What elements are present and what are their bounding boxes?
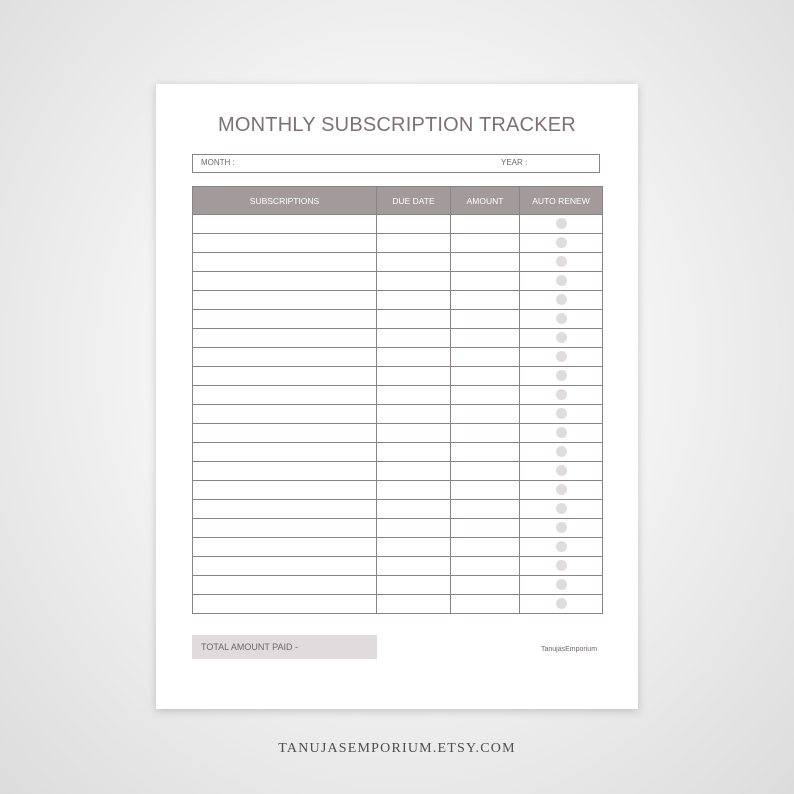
amount-cell[interactable] — [451, 519, 520, 538]
due-date-cell[interactable] — [377, 519, 451, 538]
auto-renew-checkbox[interactable] — [556, 408, 567, 419]
auto-renew-cell[interactable] — [520, 234, 603, 253]
subscription-cell[interactable] — [193, 367, 377, 386]
subscription-cell[interactable] — [193, 215, 377, 234]
amount-cell[interactable] — [451, 272, 520, 291]
due-date-cell[interactable] — [377, 576, 451, 595]
amount-cell[interactable] — [451, 557, 520, 576]
auto-renew-cell[interactable] — [520, 424, 603, 443]
auto-renew-checkbox[interactable] — [556, 503, 567, 514]
year-label: YEAR : — [501, 158, 528, 167]
auto-renew-checkbox[interactable] — [556, 598, 567, 609]
due-date-cell[interactable] — [377, 253, 451, 272]
table-row — [193, 310, 603, 329]
table-row — [193, 253, 603, 272]
subscription-cell[interactable] — [193, 386, 377, 405]
due-date-cell[interactable] — [377, 215, 451, 234]
table-row — [193, 481, 603, 500]
auto-renew-checkbox[interactable] — [556, 522, 567, 533]
table-row — [193, 367, 603, 386]
auto-renew-checkbox[interactable] — [556, 256, 567, 267]
subscription-cell[interactable] — [193, 272, 377, 291]
table-row — [193, 405, 603, 424]
due-date-cell[interactable] — [377, 500, 451, 519]
subscription-cell[interactable] — [193, 481, 377, 500]
due-date-cell[interactable] — [377, 272, 451, 291]
total-amount-label: TOTAL AMOUNT PAID - — [201, 642, 299, 652]
due-date-cell[interactable] — [377, 443, 451, 462]
subscription-cell[interactable] — [193, 576, 377, 595]
auto-renew-cell[interactable] — [520, 291, 603, 310]
auto-renew-checkbox[interactable] — [556, 332, 567, 343]
due-date-cell[interactable] — [377, 386, 451, 405]
auto-renew-checkbox[interactable] — [556, 389, 567, 400]
auto-renew-checkbox[interactable] — [556, 351, 567, 362]
subscription-cell[interactable] — [193, 405, 377, 424]
amount-cell[interactable] — [451, 462, 520, 481]
amount-cell[interactable] — [451, 367, 520, 386]
table-row — [193, 576, 603, 595]
auto-renew-cell[interactable] — [520, 576, 603, 595]
auto-renew-cell[interactable] — [520, 519, 603, 538]
due-date-cell[interactable] — [377, 329, 451, 348]
month-year-field[interactable] — [192, 154, 600, 173]
subscription-cell[interactable] — [193, 538, 377, 557]
subscription-cell[interactable] — [193, 595, 377, 614]
amount-cell[interactable] — [451, 253, 520, 272]
table-row — [193, 557, 603, 576]
table-row — [193, 291, 603, 310]
due-date-cell[interactable] — [377, 234, 451, 253]
auto-renew-cell[interactable] — [520, 310, 603, 329]
subscription-cell[interactable] — [193, 234, 377, 253]
table-row — [193, 348, 603, 367]
auto-renew-cell[interactable] — [520, 481, 603, 500]
subscription-cell[interactable] — [193, 253, 377, 272]
auto-renew-cell[interactable] — [520, 329, 603, 348]
auto-renew-checkbox[interactable] — [556, 446, 567, 457]
auto-renew-cell[interactable] — [520, 595, 603, 614]
due-date-cell[interactable] — [377, 595, 451, 614]
auto-renew-checkbox[interactable] — [556, 465, 567, 476]
auto-renew-checkbox[interactable] — [556, 579, 567, 590]
auto-renew-cell[interactable] — [520, 405, 603, 424]
auto-renew-cell[interactable] — [520, 538, 603, 557]
auto-renew-checkbox[interactable] — [556, 275, 567, 286]
amount-cell[interactable] — [451, 310, 520, 329]
amount-cell[interactable] — [451, 291, 520, 310]
table-row — [193, 462, 603, 481]
auto-renew-checkbox[interactable] — [556, 484, 567, 495]
auto-renew-cell[interactable] — [520, 462, 603, 481]
due-date-cell[interactable] — [377, 405, 451, 424]
due-date-cell[interactable] — [377, 310, 451, 329]
table-row — [193, 272, 603, 291]
amount-cell[interactable] — [451, 348, 520, 367]
amount-cell[interactable] — [451, 215, 520, 234]
subscription-cell[interactable] — [193, 291, 377, 310]
table-row — [193, 443, 603, 462]
auto-renew-checkbox[interactable] — [556, 541, 567, 552]
column-header-auto-renew: AUTO RENEW — [520, 187, 603, 215]
subscription-cell[interactable] — [193, 500, 377, 519]
due-date-cell[interactable] — [377, 348, 451, 367]
table-row — [193, 595, 603, 614]
auto-renew-checkbox[interactable] — [556, 560, 567, 571]
subscription-cell[interactable] — [193, 519, 377, 538]
auto-renew-cell[interactable] — [520, 272, 603, 291]
total-amount-box[interactable] — [192, 635, 377, 659]
table-row — [193, 234, 603, 253]
auto-renew-checkbox[interactable] — [556, 313, 567, 324]
month-label: MONTH : — [201, 158, 235, 167]
auto-renew-checkbox[interactable] — [556, 427, 567, 438]
amount-cell[interactable] — [451, 386, 520, 405]
amount-cell[interactable] — [451, 595, 520, 614]
auto-renew-cell[interactable] — [520, 500, 603, 519]
subscription-cell[interactable] — [193, 348, 377, 367]
tracker-sheet — [156, 84, 638, 709]
due-date-cell[interactable] — [377, 557, 451, 576]
table-row — [193, 386, 603, 405]
column-header-subscriptions: SUBSCRIPTIONS — [193, 187, 377, 215]
page-title: MONTHLY SUBSCRIPTION TRACKER — [218, 114, 576, 136]
subscription-cell[interactable] — [193, 424, 377, 443]
subscription-cell[interactable] — [193, 329, 377, 348]
table-row — [193, 424, 603, 443]
subscription-cell[interactable] — [193, 462, 377, 481]
table-body — [193, 215, 603, 614]
auto-renew-checkbox[interactable] — [556, 370, 567, 381]
amount-cell[interactable] — [451, 538, 520, 557]
auto-renew-checkbox[interactable] — [556, 237, 567, 248]
column-header-amount: AMOUNT — [451, 187, 520, 215]
amount-cell[interactable] — [451, 424, 520, 443]
table-row — [193, 215, 603, 234]
auto-renew-checkbox[interactable] — [556, 218, 567, 229]
due-date-cell[interactable] — [377, 462, 451, 481]
amount-cell[interactable] — [451, 329, 520, 348]
auto-renew-cell[interactable] — [520, 348, 603, 367]
subscription-cell[interactable] — [193, 443, 377, 462]
table-row — [193, 500, 603, 519]
auto-renew-checkbox[interactable] — [556, 294, 567, 305]
auto-renew-cell[interactable] — [520, 443, 603, 462]
brand-label: TanujasEmporium — [541, 646, 598, 653]
subscription-table — [192, 186, 603, 614]
amount-cell[interactable] — [451, 234, 520, 253]
amount-cell[interactable] — [451, 481, 520, 500]
column-header-due-date: DUE DATE — [377, 187, 451, 215]
due-date-cell[interactable] — [377, 291, 451, 310]
table-header-row — [193, 187, 603, 215]
auto-renew-cell[interactable] — [520, 386, 603, 405]
amount-cell[interactable] — [451, 500, 520, 519]
due-date-cell[interactable] — [377, 538, 451, 557]
amount-cell[interactable] — [451, 443, 520, 462]
footer-url: TANUJASEMPORIUM.ETSY.COM — [278, 741, 516, 756]
subscription-cell[interactable] — [193, 310, 377, 329]
table-row — [193, 538, 603, 557]
due-date-cell[interactable] — [377, 424, 451, 443]
auto-renew-cell[interactable] — [520, 557, 603, 576]
amount-cell[interactable] — [451, 576, 520, 595]
amount-cell[interactable] — [451, 405, 520, 424]
due-date-cell[interactable] — [377, 481, 451, 500]
table-row — [193, 519, 603, 538]
auto-renew-cell[interactable] — [520, 367, 603, 386]
subscription-cell[interactable] — [193, 557, 377, 576]
due-date-cell[interactable] — [377, 367, 451, 386]
auto-renew-cell[interactable] — [520, 253, 603, 272]
table-row — [193, 329, 603, 348]
auto-renew-cell[interactable] — [520, 215, 603, 234]
